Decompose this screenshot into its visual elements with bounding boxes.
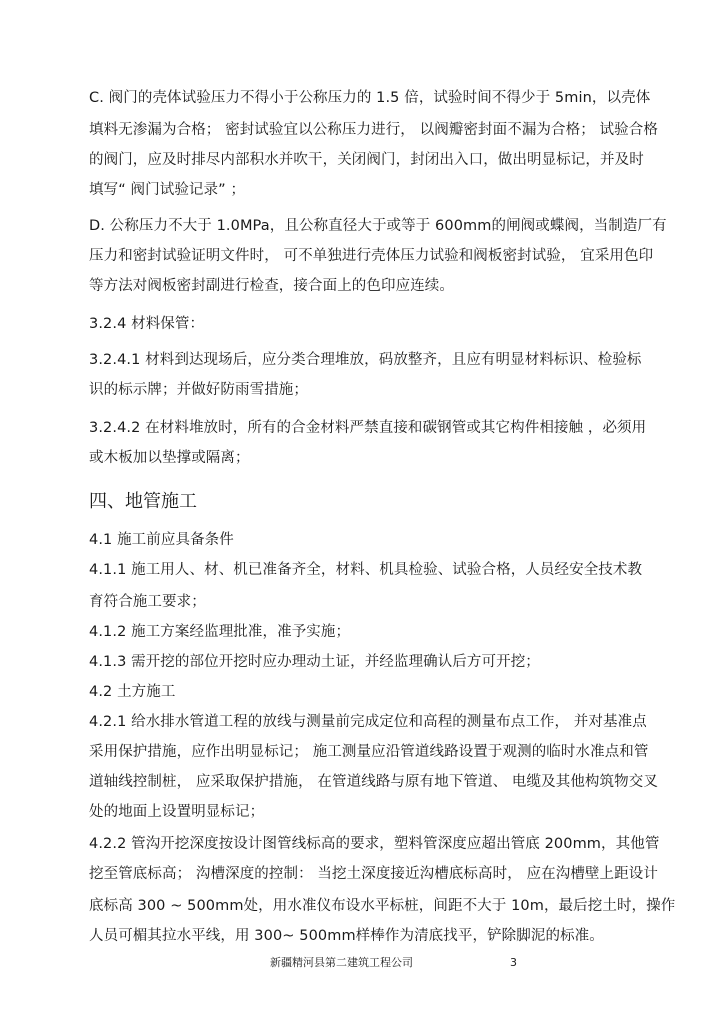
section-heading: 四、地管施工	[89, 491, 197, 512]
paragraph-line: 4.2.1 给水排水管道工程的放线与测量前完成定位和高程的测量布点工作， 并对基准点	[89, 714, 647, 730]
footer-company: 新疆精河县第二建筑工程公司	[270, 956, 413, 969]
paragraph-line: 填写“ 阀门试验记录” ；	[89, 182, 246, 198]
paragraph-line: 采用保护措施，应作出明显标记； 施工测量应沿管道线路设置于观测的临时水准点和管	[89, 744, 649, 760]
paragraph-line: 4.1.2 施工方案经监理批准，准予实施；	[89, 624, 351, 640]
paragraph-line: 育符合施工要求；	[89, 594, 206, 610]
paragraph-line: 等方法对阀板密封副进行检查，接合面上的色印应连续。	[89, 278, 454, 294]
paragraph-line: 3.2.4.2 在材料堆放时，所有的合金材料严禁直接和碳钢管或其它构件相接触 ，必须用	[89, 420, 647, 436]
subsection-title: 4.2 土方施工	[89, 684, 176, 700]
subsection-title: 4.1 施工前应具备条件	[89, 532, 234, 548]
paragraph-line: 4.1.1 施工用人、材、机已准备齐全，材料、机具检验、试验合格，人员经安全技术教	[89, 562, 643, 578]
subsection-title: 3.2.4 材料保管：	[89, 316, 205, 332]
paragraph-line: 4.2.2 管沟开挖深度按设计图管线标高的要求，塑料管深度应超出管底 200mm，其他管	[89, 836, 660, 852]
paragraph-line: 识的标示牌；并做好防雨雪措施；	[89, 382, 308, 398]
paragraph-line: 人员可楣其拉水平线，用 300~ 500mm样棒作为清底找平，铲除脚泥的标准。	[89, 928, 604, 944]
paragraph-line: 填料无渗漏为合格； 密封试验宜以公称压力进行， 以阀瓣密封面不漏为合格； 试验合格	[89, 122, 658, 138]
paragraph-line: 底标高 300 ~ 500mm处，用水准仪布设水平标桩，间距不大于 10m，最后挖土时，操作	[89, 898, 676, 914]
paragraph-line: 处的地面上设置明显标记；	[89, 804, 265, 820]
paragraph-line: 道轴线控制桩， 应采取保护措施， 在管道线路与原有地下管道、 电缆及其他构筑物交叉	[89, 774, 658, 790]
paragraph-line: 或木板加以垫撑或隔离；	[89, 450, 250, 466]
paragraph-line: 4.1.3 需开挖的部位开挖时应办理动土证，并经监理确认后方可开挖；	[89, 654, 540, 670]
paragraph-line: D. 公称压力不大于 1.0MPa，且公称直径大于或等于 600mm的闸阀或蝶阀，当制造厂有	[89, 218, 667, 234]
paragraph-line: 挖至管底标高； 沟槽深度的控制： 当挖土深度接近沟槽底标高时， 应在沟槽壁上距设计	[89, 866, 658, 882]
paragraph-line: 的阀门，应及时排尽内部积水并吹干，关闭阀门，封闭出入口，做出明显标记，并及时	[89, 152, 644, 168]
paragraph-line: C. 阀门的壳体试验压力不得小于公称压力的 1.5 倍，试验时间不得少于 5min，以壳体	[89, 90, 651, 106]
paragraph-line: 3.2.4.1 材料到达现场后，应分类合理堆放，码放整齐，且应有明显材料标识、检验标	[89, 352, 642, 368]
paragraph-line: 压力和密封试验证明文件时， 可不单独进行壳体压力试验和阀板密封试验， 宜采用色印	[89, 248, 654, 264]
footer-page-number: 3	[510, 956, 517, 969]
